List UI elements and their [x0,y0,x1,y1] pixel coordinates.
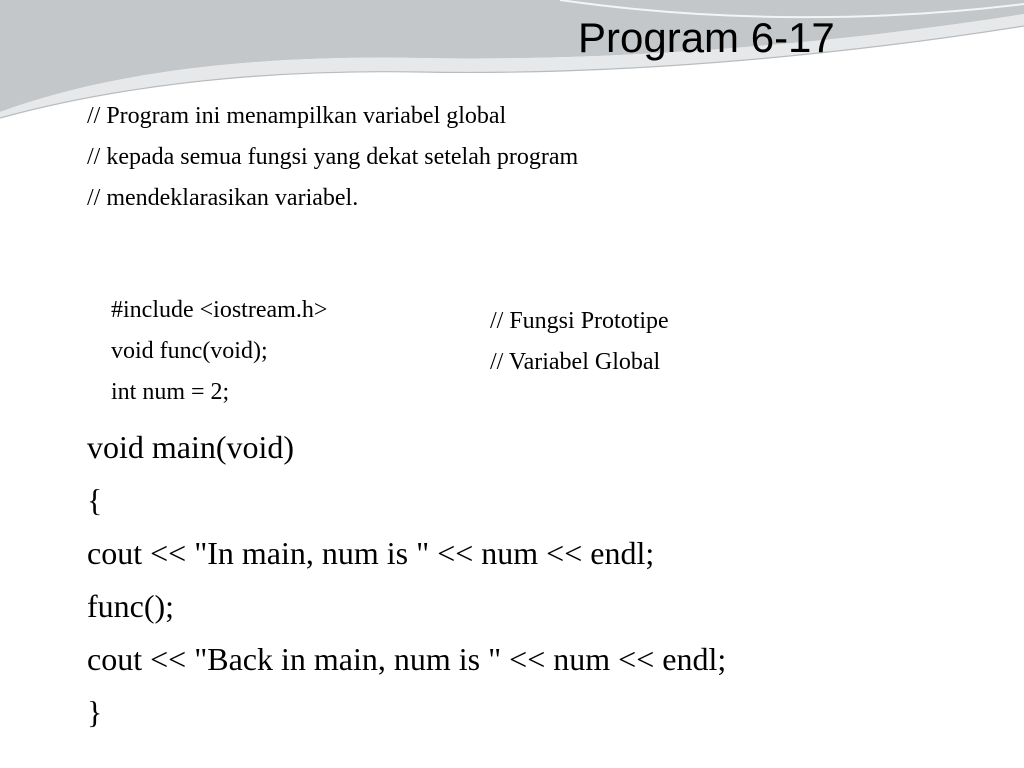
prototype-code: void func(void); [111,338,268,364]
main-signature-line: void main(void) [87,429,295,465]
include-code: #include <iostream.h> [111,297,328,323]
close-brace-line: } [87,694,103,730]
slide-title: Program 6-17 [578,14,835,61]
cout-in-main-line: cout << "In main, num is " << num << endl; [87,535,655,571]
global-variable-comment: // Variabel Global [490,349,661,375]
header-comment-line-2: // kepada semua fungsi yang dekat setelah program [87,144,579,170]
header-comment-line-3: // mendeklarasikan variabel. [87,185,359,211]
open-brace-line: { [87,482,103,518]
func-call-line: func(); [87,588,175,624]
header-comment-line-1: // Program ini menampilkan variabel global [87,103,507,129]
cout-back-in-main-line: cout << "Back in main, num is " << num << endl; [87,641,727,677]
prototype-comment: // Fungsi Prototipe [490,308,669,334]
global-variable-code: int num = 2; [111,379,230,405]
